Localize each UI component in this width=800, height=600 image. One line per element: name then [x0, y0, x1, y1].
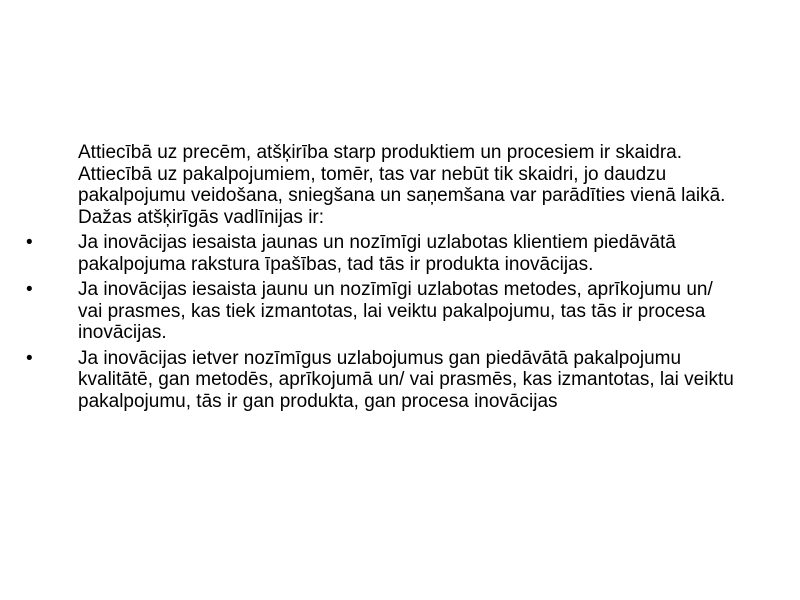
bullet-dot-icon: •	[26, 279, 33, 300]
bullet-item	[26, 279, 738, 344]
bullet-list	[26, 232, 738, 412]
slide-content	[26, 142, 738, 412]
bullet-text: Ja inovācijas ietver nozīmīgus uzlabojumus gan piedāvātā pakalpojumu kvalitātē, gan metodēs, aprīkojumā un/ vai prasmēs, kas izmantotas, lai veiktu pakalpojumu, tās ir gan produkta, gan procesa inovācijas	[78, 347, 734, 412]
intro-paragraph: Attiecībā uz precēm, atšķirība starp produktiem un procesiem ir skaidra. Attiecībā uz pakalpojumiem, tomēr, tas var nebūt tik skaidri, jo daudzu pakalpojumu veidošana, sniegšana un saņemšana var parādīties vienā laikā. Dažas atšķirīgās vadlīnijas ir:	[78, 142, 726, 228]
bullet-dot-icon: •	[26, 347, 33, 369]
bullet-item	[26, 347, 738, 413]
bullet-dot-icon: •	[26, 232, 33, 253]
bullet-text: Ja inovācijas iesaista jaunas un nozīmīgi uzlabotas klientiem piedāvātā pakalpojuma rakstura īpašības, tad tās ir produkta inovācijas.	[78, 232, 676, 275]
bullet-item	[26, 232, 738, 275]
bullet-text: Ja inovācijas iesaista jaunu un nozīmīgi uzlabotas metodes, aprīkojumu un/ vai prasmes, kas tiek izmantotas, lai veiktu pakalpojumu, tas tās ir procesa inovācijas.	[78, 279, 713, 343]
